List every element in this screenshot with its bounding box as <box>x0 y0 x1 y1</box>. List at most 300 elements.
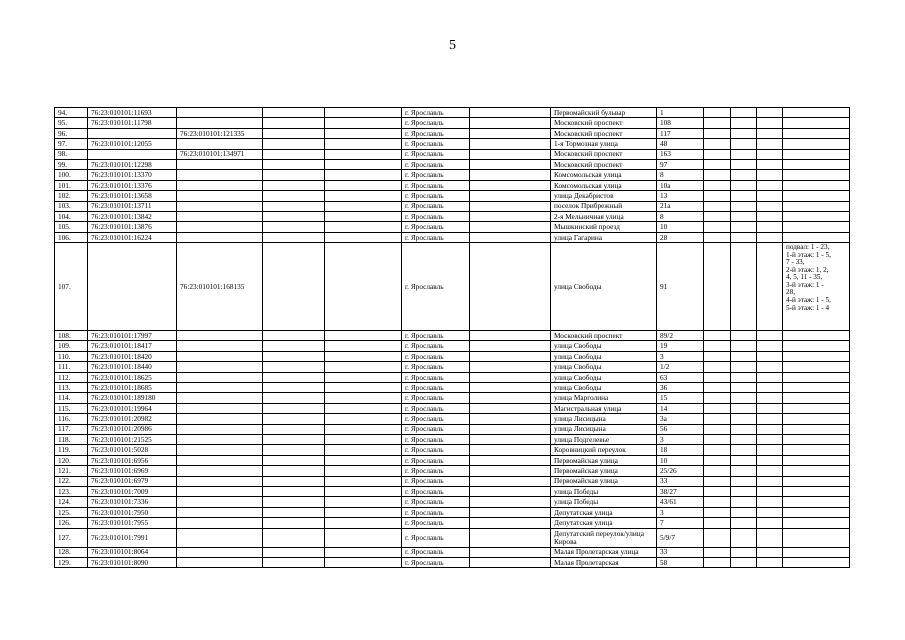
empty-cell <box>704 455 731 465</box>
house-number-cell: 5/9/7 <box>657 528 704 547</box>
city-cell: г. Ярославль <box>402 149 470 159</box>
table-row <box>55 393 850 403</box>
empty-cell <box>757 180 783 190</box>
premises-note-cell <box>783 159 850 169</box>
empty-cell <box>731 455 757 465</box>
premises-note-cell <box>783 149 850 159</box>
premises-note-cell <box>783 557 850 567</box>
empty-cell <box>325 372 402 382</box>
cadastral-number-cell: 76:23:010101:8064 <box>88 547 177 557</box>
empty-cell <box>263 232 325 242</box>
empty-cell <box>704 547 731 557</box>
empty-cell <box>757 557 783 567</box>
cadastral-number-cell: 76:23:010101:7009 <box>88 486 177 496</box>
empty-cell <box>704 557 731 567</box>
row-number-cell: 100. <box>55 170 88 180</box>
table-row <box>55 424 850 434</box>
empty-cell <box>325 557 402 567</box>
empty-cell <box>263 424 325 434</box>
city-cell: г. Ярославль <box>402 518 470 528</box>
street-cell: улица Лисицына <box>551 424 657 434</box>
house-number-cell: 163 <box>657 149 704 159</box>
empty-cell <box>757 455 783 465</box>
street-cell: Московский проспект <box>551 118 657 128</box>
street-cell: Мышкинский проезд <box>551 222 657 232</box>
cadastral-number-cell: 76:23:010101:11798 <box>88 118 177 128</box>
row-number-cell: 123. <box>55 486 88 496</box>
empty-cell <box>731 128 757 138</box>
empty-cell <box>731 486 757 496</box>
empty-cell <box>263 341 325 351</box>
empty-cell <box>731 518 757 528</box>
premises-note-cell <box>783 414 850 424</box>
house-number-cell: 89/2 <box>657 331 704 341</box>
street-cell: улица Свободы <box>551 341 657 351</box>
empty-cell <box>757 383 783 393</box>
empty-cell <box>731 341 757 351</box>
empty-cell <box>731 445 757 455</box>
row-number-cell: 108. <box>55 331 88 341</box>
city-cell: г. Ярославль <box>402 547 470 557</box>
street-cell: улица Подгелевье <box>551 434 657 444</box>
premises-note-cell <box>783 108 850 118</box>
row-number-cell: 125. <box>55 507 88 517</box>
street-cell: Московский проспект <box>551 128 657 138</box>
empty-cell <box>757 434 783 444</box>
empty-cell <box>325 331 402 341</box>
empty-cell <box>757 486 783 496</box>
street-cell: улица Декабристов <box>551 191 657 201</box>
table-row <box>55 118 850 128</box>
premises-cadastral-number-cell <box>177 159 263 169</box>
empty-cell <box>263 351 325 361</box>
row-number-cell: 113. <box>55 383 88 393</box>
premises-cadastral-number-cell <box>177 466 263 476</box>
cadastral-number-cell: 76:23:010101:13711 <box>88 201 177 211</box>
empty-cell <box>470 232 551 242</box>
empty-cell <box>704 528 731 547</box>
empty-cell <box>470 139 551 149</box>
premises-note-cell <box>783 201 850 211</box>
empty-cell <box>731 331 757 341</box>
city-cell: г. Ярославль <box>402 108 470 118</box>
empty-cell <box>470 331 551 341</box>
empty-cell <box>704 211 731 221</box>
city-cell: г. Ярославль <box>402 222 470 232</box>
empty-cell <box>704 180 731 190</box>
city-cell: г. Ярославль <box>402 128 470 138</box>
empty-cell <box>757 497 783 507</box>
empty-cell <box>470 434 551 444</box>
table-row <box>55 547 850 557</box>
table-row <box>55 108 850 118</box>
premises-note-cell <box>783 466 850 476</box>
house-number-cell: 1/2 <box>657 362 704 372</box>
premises-note-cell <box>783 403 850 413</box>
row-number-cell: 97. <box>55 139 88 149</box>
empty-cell <box>470 445 551 455</box>
street-cell: Депутатская улица <box>551 518 657 528</box>
premises-note-cell <box>783 424 850 434</box>
empty-cell <box>757 393 783 403</box>
empty-cell <box>704 434 731 444</box>
empty-cell <box>470 557 551 567</box>
street-cell: 2-я Мельничная улица <box>551 211 657 221</box>
row-number-cell: 103. <box>55 201 88 211</box>
empty-cell <box>470 528 551 547</box>
empty-cell <box>757 108 783 118</box>
row-number-cell: 116. <box>55 414 88 424</box>
empty-cell <box>704 341 731 351</box>
empty-cell <box>731 118 757 128</box>
empty-cell <box>731 434 757 444</box>
premises-note-cell <box>783 180 850 190</box>
premises-cadastral-number-cell <box>177 139 263 149</box>
empty-cell <box>470 372 551 382</box>
city-cell: г. Ярославль <box>402 232 470 242</box>
empty-cell <box>731 211 757 221</box>
empty-cell <box>263 191 325 201</box>
empty-cell <box>325 180 402 190</box>
cadastral-number-cell: 76:23:010101:21525 <box>88 434 177 444</box>
city-cell: г. Ярославль <box>402 139 470 149</box>
table-row <box>55 159 850 169</box>
premises-note-cell <box>783 341 850 351</box>
street-cell: улица Свободы <box>551 372 657 382</box>
empty-cell <box>757 362 783 372</box>
empty-cell <box>704 243 731 331</box>
street-cell: Первомайская улица <box>551 455 657 465</box>
empty-cell <box>704 414 731 424</box>
table-row <box>55 414 850 424</box>
empty-cell <box>704 108 731 118</box>
empty-cell <box>470 118 551 128</box>
empty-cell <box>704 170 731 180</box>
empty-cell <box>470 201 551 211</box>
empty-cell <box>731 507 757 517</box>
empty-cell <box>757 139 783 149</box>
row-number-cell: 99. <box>55 159 88 169</box>
premises-cadastral-number-cell <box>177 528 263 547</box>
empty-cell <box>704 383 731 393</box>
city-cell: г. Ярославль <box>402 414 470 424</box>
cadastral-number-cell: 76:23:010101:6979 <box>88 476 177 486</box>
empty-cell <box>757 372 783 382</box>
premises-cadastral-number-cell: 76:23:010101:168135 <box>177 243 263 331</box>
house-number-cell: 19 <box>657 341 704 351</box>
empty-cell <box>704 222 731 232</box>
empty-cell <box>325 445 402 455</box>
premises-note-cell <box>783 528 850 547</box>
street-cell: Первомайская улица <box>551 476 657 486</box>
empty-cell <box>325 497 402 507</box>
empty-cell <box>325 222 402 232</box>
cadastral-number-cell: 76:23:010101:13370 <box>88 170 177 180</box>
empty-cell <box>470 243 551 331</box>
house-number-cell: 3 <box>657 351 704 361</box>
premises-cadastral-number-cell <box>177 191 263 201</box>
cadastral-number-cell: 76:23:010101:7955 <box>88 518 177 528</box>
empty-cell <box>325 434 402 444</box>
empty-cell <box>704 393 731 403</box>
empty-cell <box>263 362 325 372</box>
empty-cell <box>731 424 757 434</box>
empty-cell <box>757 331 783 341</box>
empty-cell <box>757 466 783 476</box>
cadastral-number-cell: 76:23:010101:8090 <box>88 557 177 567</box>
premises-note-cell <box>783 393 850 403</box>
empty-cell <box>757 414 783 424</box>
house-number-cell: 117 <box>657 128 704 138</box>
premises-cadastral-number-cell <box>177 170 263 180</box>
empty-cell <box>731 497 757 507</box>
empty-cell <box>470 455 551 465</box>
empty-cell <box>757 191 783 201</box>
row-number-cell: 129. <box>55 557 88 567</box>
row-number-cell: 110. <box>55 351 88 361</box>
row-number-cell: 120. <box>55 455 88 465</box>
row-number-cell: 112. <box>55 372 88 382</box>
empty-cell <box>470 159 551 169</box>
city-cell: г. Ярославль <box>402 351 470 361</box>
empty-cell <box>731 139 757 149</box>
premises-cadastral-number-cell <box>177 455 263 465</box>
house-number-cell: 3а <box>657 414 704 424</box>
street-cell: улица Победы <box>551 497 657 507</box>
premises-note-cell <box>783 455 850 465</box>
empty-cell <box>325 476 402 486</box>
table-row <box>55 232 850 242</box>
table-row <box>55 486 850 496</box>
cadastral-number-cell: 76:23:010101:13842 <box>88 211 177 221</box>
cadastral-number-cell: 76:23:010101:18420 <box>88 351 177 361</box>
empty-cell <box>263 434 325 444</box>
premises-note-cell: подвал: 1 - 23, 1-й этаж: 1 - 5, 7 - 33, 2-й этаж: 1, 2, 4, 5, 11 - 35, 3-й этаж: 1 - 28, 4-й этаж: 1 - 5, 5-й этаж: 1 - 4 <box>783 243 850 331</box>
cadastral-number-cell: 76:23:010101:6969 <box>88 466 177 476</box>
empty-cell <box>325 243 402 331</box>
row-number-cell: 119. <box>55 445 88 455</box>
empty-cell <box>757 518 783 528</box>
street-cell: Московский проспект <box>551 149 657 159</box>
house-number-cell: 10 <box>657 455 704 465</box>
row-number-cell: 111. <box>55 362 88 372</box>
city-cell: г. Ярославль <box>402 445 470 455</box>
city-cell: г. Ярославль <box>402 466 470 476</box>
premises-cadastral-number-cell <box>177 383 263 393</box>
premises-note-cell <box>783 331 850 341</box>
premises-cadastral-number-cell <box>177 331 263 341</box>
empty-cell <box>263 476 325 486</box>
table-row <box>55 191 850 201</box>
row-number-cell: 104. <box>55 211 88 221</box>
empty-cell <box>263 149 325 159</box>
city-cell: г. Ярославль <box>402 372 470 382</box>
premises-cadastral-number-cell <box>177 351 263 361</box>
city-cell: г. Ярославль <box>402 455 470 465</box>
empty-cell <box>325 528 402 547</box>
empty-cell <box>757 222 783 232</box>
premises-note-cell <box>783 383 850 393</box>
house-number-cell: 3 <box>657 434 704 444</box>
house-number-cell: 36 <box>657 383 704 393</box>
house-number-cell: 28 <box>657 232 704 242</box>
cadastral-number-cell: 76:23:010101:19964 <box>88 403 177 413</box>
city-cell: г. Ярославль <box>402 243 470 331</box>
empty-cell <box>325 518 402 528</box>
street-cell: Магистральная улица <box>551 403 657 413</box>
empty-cell <box>263 180 325 190</box>
house-number-cell: 10а <box>657 180 704 190</box>
premises-note-cell <box>783 486 850 496</box>
empty-cell <box>757 243 783 331</box>
house-number-cell: 13 <box>657 191 704 201</box>
city-cell: г. Ярославль <box>402 191 470 201</box>
street-cell: Первомайская улица <box>551 466 657 476</box>
row-number-cell: 109. <box>55 341 88 351</box>
table-row <box>55 201 850 211</box>
house-number-cell: 8 <box>657 211 704 221</box>
house-number-cell: 1 <box>657 108 704 118</box>
empty-cell <box>757 507 783 517</box>
house-number-cell: 63 <box>657 372 704 382</box>
empty-cell <box>263 372 325 382</box>
cadastral-number-cell: 76:23:010101:12055 <box>88 139 177 149</box>
empty-cell <box>704 445 731 455</box>
cadastral-number-cell: 76:23:010101:18417 <box>88 341 177 351</box>
empty-cell <box>470 180 551 190</box>
empty-cell <box>704 118 731 128</box>
house-number-cell: 3 <box>657 507 704 517</box>
empty-cell <box>757 149 783 159</box>
row-number-cell: 126. <box>55 518 88 528</box>
empty-cell <box>731 403 757 413</box>
premises-note-cell <box>783 507 850 517</box>
cadastral-number-cell: 76:23:010101:5028 <box>88 445 177 455</box>
empty-cell <box>470 351 551 361</box>
empty-cell <box>704 232 731 242</box>
table-row <box>55 243 850 331</box>
empty-cell <box>704 507 731 517</box>
street-cell: улица Свободы <box>551 362 657 372</box>
premises-cadastral-number-cell <box>177 434 263 444</box>
empty-cell <box>263 139 325 149</box>
premises-cadastral-number-cell <box>177 507 263 517</box>
premises-note-cell <box>783 118 850 128</box>
empty-cell <box>263 466 325 476</box>
premises-cadastral-number-cell <box>177 108 263 118</box>
cadastral-number-cell: 76:23:010101:17997 <box>88 331 177 341</box>
empty-cell <box>731 476 757 486</box>
city-cell: г. Ярославль <box>402 393 470 403</box>
cadastral-number-cell <box>88 149 177 159</box>
empty-cell <box>757 128 783 138</box>
table-row <box>55 557 850 567</box>
premises-note-cell <box>783 351 850 361</box>
premises-note-cell <box>783 362 850 372</box>
premises-cadastral-number-cell <box>177 118 263 128</box>
empty-cell <box>731 351 757 361</box>
city-cell: г. Ярославль <box>402 507 470 517</box>
empty-cell <box>704 403 731 413</box>
city-cell: г. Ярославль <box>402 476 470 486</box>
row-number-cell: 94. <box>55 108 88 118</box>
empty-cell <box>731 191 757 201</box>
premises-cadastral-number-cell <box>177 476 263 486</box>
row-number-cell: 115. <box>55 403 88 413</box>
row-number-cell: 107. <box>55 243 88 331</box>
house-number-cell: 58 <box>657 557 704 567</box>
empty-cell <box>470 191 551 201</box>
premises-cadastral-number-cell: 76:23:010101:121335 <box>177 128 263 138</box>
house-number-cell: 43/61 <box>657 497 704 507</box>
empty-cell <box>704 331 731 341</box>
empty-cell <box>704 372 731 382</box>
empty-cell <box>757 232 783 242</box>
empty-cell <box>704 149 731 159</box>
premises-note-cell <box>783 445 850 455</box>
empty-cell <box>263 547 325 557</box>
city-cell: г. Ярославль <box>402 528 470 547</box>
empty-cell <box>263 455 325 465</box>
premises-note-cell <box>783 547 850 557</box>
house-number-cell: 48 <box>657 139 704 149</box>
premises-note-cell <box>783 191 850 201</box>
street-cell: улица Марголина <box>551 393 657 403</box>
empty-cell <box>325 424 402 434</box>
row-number-cell: 122. <box>55 476 88 486</box>
page-number: 5 <box>449 38 456 53</box>
table-row <box>55 362 850 372</box>
cadastral-number-cell: 76:23:010101:18440 <box>88 362 177 372</box>
city-cell: г. Ярославль <box>402 424 470 434</box>
street-cell: улица Свободы <box>551 383 657 393</box>
cadastral-number-cell: 76:23:010101:12298 <box>88 159 177 169</box>
empty-cell <box>704 362 731 372</box>
cadastral-number-cell <box>88 243 177 331</box>
empty-cell <box>325 118 402 128</box>
empty-cell <box>470 128 551 138</box>
premises-cadastral-number-cell <box>177 445 263 455</box>
row-number-cell: 101. <box>55 180 88 190</box>
empty-cell <box>325 414 402 424</box>
empty-cell <box>757 424 783 434</box>
table-row <box>55 139 850 149</box>
cadastral-number-cell: 76:23:010101:13658 <box>88 191 177 201</box>
empty-cell <box>731 170 757 180</box>
empty-cell <box>470 383 551 393</box>
cadastral-number-cell: 76:23:010101:18625 <box>88 372 177 382</box>
empty-cell <box>263 403 325 413</box>
empty-cell <box>263 222 325 232</box>
house-number-cell: 91 <box>657 243 704 331</box>
city-cell: г. Ярославль <box>402 211 470 221</box>
empty-cell <box>757 341 783 351</box>
empty-cell <box>470 149 551 159</box>
empty-cell <box>731 243 757 331</box>
empty-cell <box>325 383 402 393</box>
empty-cell <box>731 557 757 567</box>
empty-cell <box>325 507 402 517</box>
empty-cell <box>704 201 731 211</box>
premises-cadastral-number-cell <box>177 557 263 567</box>
empty-cell <box>470 476 551 486</box>
empty-cell <box>325 139 402 149</box>
empty-cell <box>731 528 757 547</box>
street-cell: поселок Прибрежный <box>551 201 657 211</box>
empty-cell <box>263 497 325 507</box>
empty-cell <box>325 149 402 159</box>
empty-cell <box>704 518 731 528</box>
